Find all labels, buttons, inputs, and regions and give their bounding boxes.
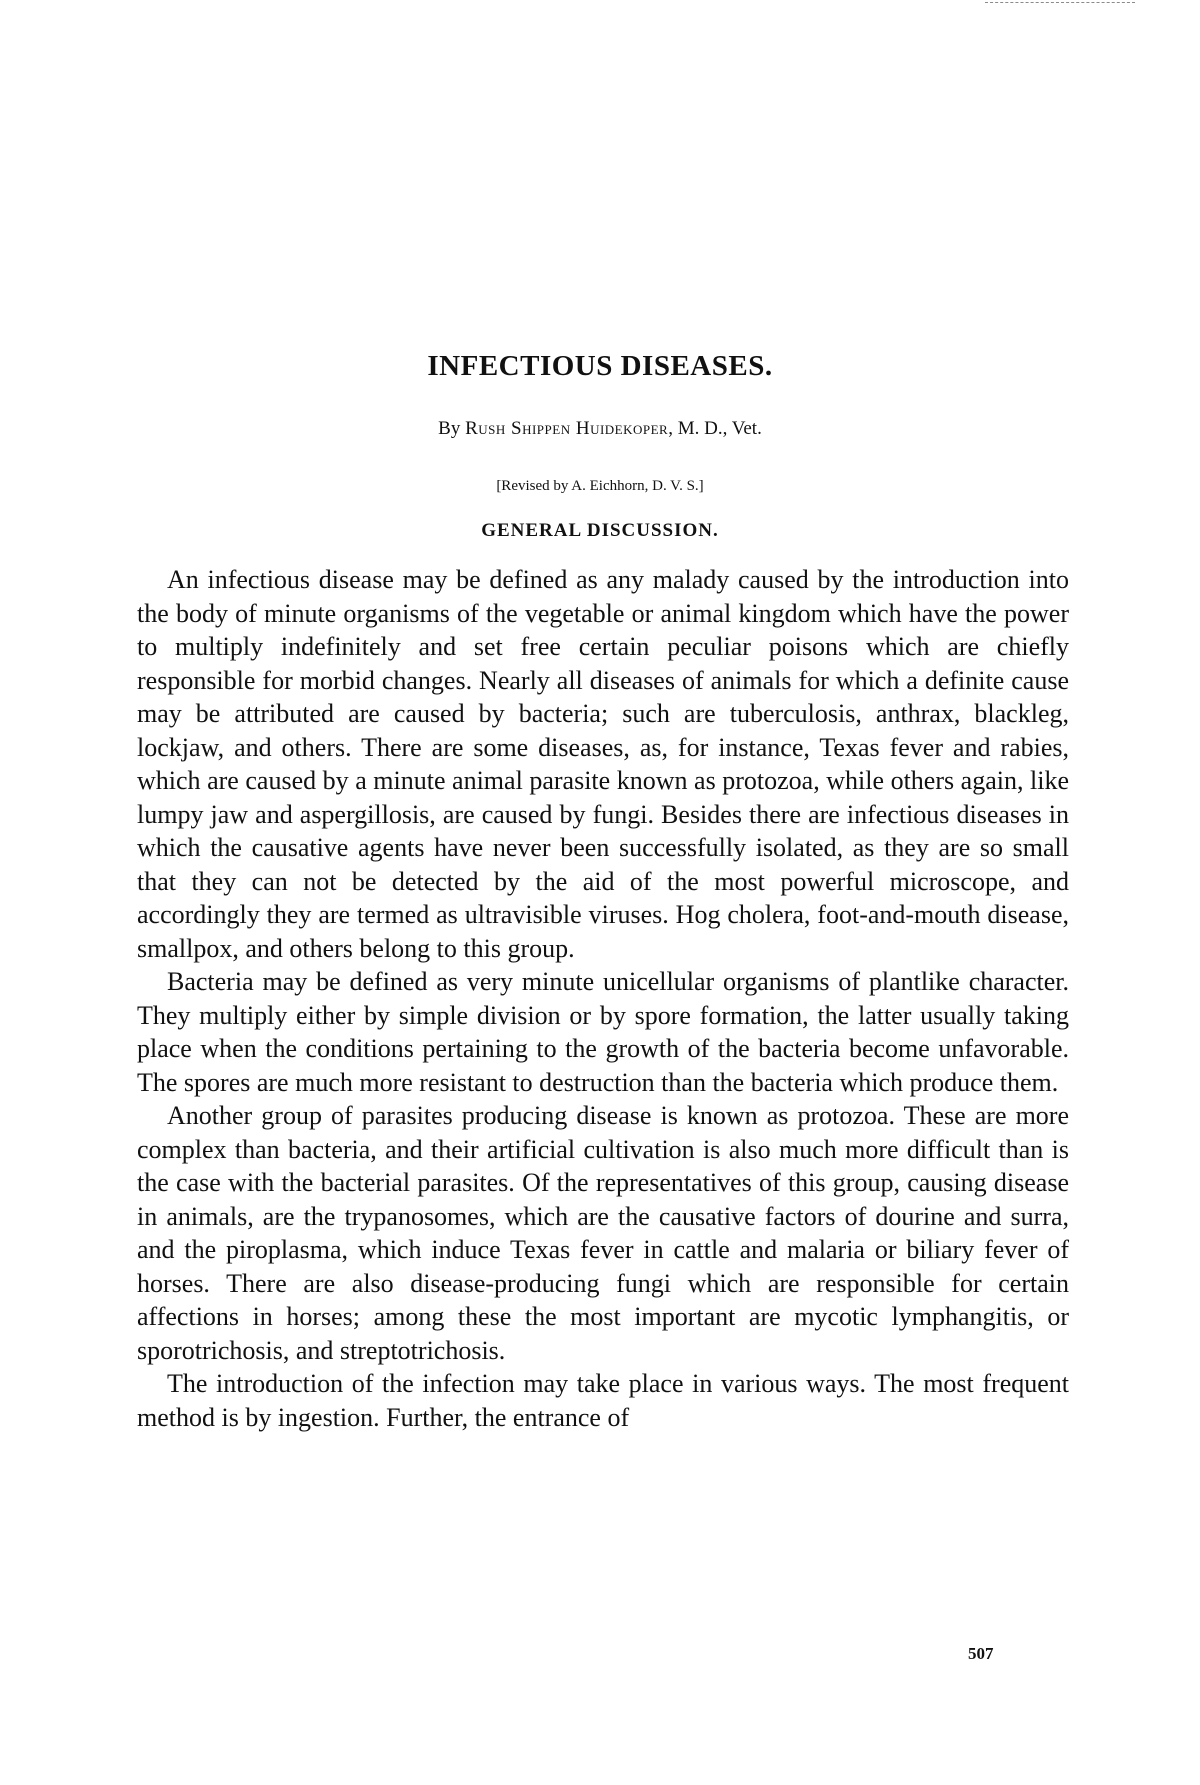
author-name: Rush Shippen Huidekoper xyxy=(465,418,669,439)
page-number: 507 xyxy=(968,1644,994,1663)
section-heading: GENERAL DISCUSSION. xyxy=(481,520,719,541)
revision-note: [Revised by A. Eichhorn, D. V. S.] xyxy=(496,478,704,494)
byline-prefix: By xyxy=(438,418,466,439)
article-title: INFECTIOUS DISEASES. xyxy=(427,350,773,382)
paragraph: Bacteria may be defined as very minute unicellular organisms of plantlike character. They multiply either by simple division or by spore formation, the latter usually taking place when the conditions pertaining to the growth of the bacteria become unfavorable. The spores are much more resistant to destruction than the bacteria which produce them. xyxy=(137,967,1069,1097)
byline xyxy=(0,418,1200,440)
paragraph: The introduction of the infection may take place in various ways. The most frequent method is by ingestion. Further, the entrance of xyxy=(137,1369,1069,1432)
author-credentials: , M. D., Vet. xyxy=(668,418,762,439)
paragraph: Another group of parasites producing disease is known as protozoa. These are more complex than bacteria, and their artificial cultivation is also much more difficult than is the case with the bacterial parasites. Of the representatives of this group, causing disease in animals, are the trypanosomes, which are the causative factors of dourine and surra, and the piroplasma, which induce Texas fever in cattle and malaria or biliary fever of horses. There are also disease-producing fungi which are responsible for certain affections in horses; among these the most important are mycotic lymphangitis, or sporotrichosis, and streptotrichosis. xyxy=(137,1101,1069,1365)
body-text xyxy=(137,563,1069,1434)
paragraph: An infectious disease may be defined as any malady caused by the introduction into the body of minute organisms of the vegetable or animal kingdom which have the power to multiply indefinitely and set free certain peculiar poisons which are chiefly responsible for morbid changes. Nearly all diseases of animals for which a definite cause may be attributed are caused by bacteria; such are tuberculosis, anthrax, blackleg, lockjaw, and others. There are some diseases, as, for instance, Texas fever and rabies, which are caused by a minute animal parasite known as protozoa, while others again, like lumpy jaw and aspergillosis, are caused by fungi. Besides there are infectious diseases in which the causative agents have never been successfully isolated, as they are so small that they can not be detected by the aid of the most powerful microscope, and accordingly they are termed as ultravisible viruses. Hog cholera, foot-and-mouth disease, smallpox, and others belong to this group. xyxy=(137,565,1069,963)
top-edge-rule xyxy=(985,2,1135,4)
